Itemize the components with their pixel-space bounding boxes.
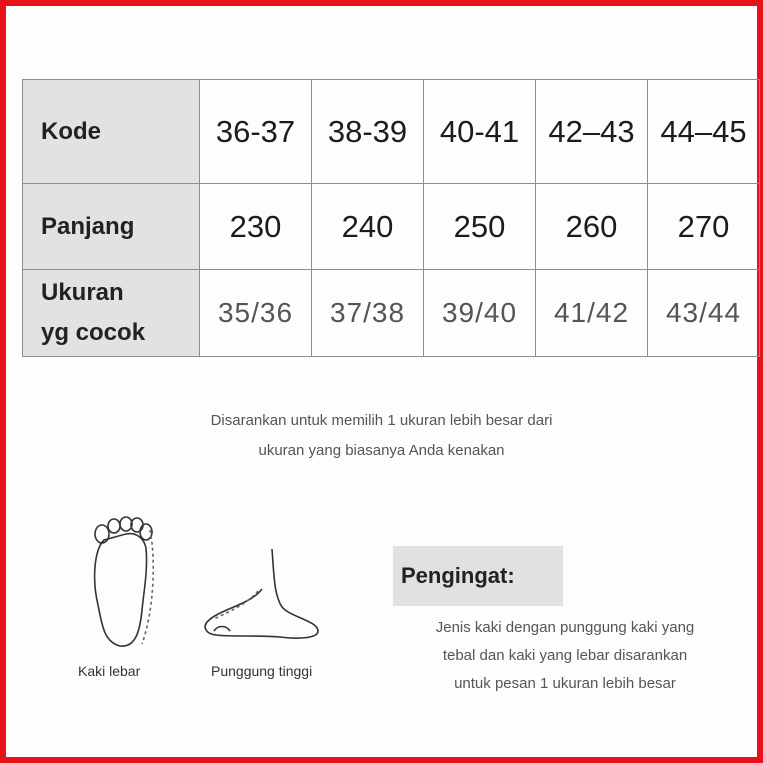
high-instep-label: Punggung tinggi [211,663,313,679]
panjang-cell: 260 [536,184,648,270]
size-advice-line1: Disarankan untuk memilih 1 ukuran lebih besar dari [210,412,553,429]
reminder-text [395,614,735,698]
panjang-cell: 230 [200,184,312,270]
row-label-ukuran-line2: yg cocok [41,319,146,346]
row-label-ukuran [23,270,200,357]
row-label-kode: Kode [23,80,200,184]
kode-cell: 42–43 [536,80,648,184]
reminder-line3: untuk pesan 1 ukuran lebih besar [454,675,676,692]
size-chart-table [22,79,760,357]
table-row-kode [23,80,760,184]
panjang-cell: 240 [312,184,424,270]
reminder-line2: tebal dan kaki yang lebar disarankan [442,647,688,664]
ukuran-cell: 43/44 [648,270,760,357]
size-advice-note [0,406,763,466]
reminder-title: Pengingat: [393,546,563,606]
kode-cell: 36-37 [200,80,312,184]
size-advice-line2: ukuran yang biasanya Anda kenakan [258,442,505,459]
ukuran-cell: 37/38 [312,270,424,357]
row-label-panjang: Panjang [23,184,200,270]
table-row-panjang [23,184,760,270]
wide-foot-icon [76,510,166,650]
kode-cell: 38-39 [312,80,424,184]
panjang-cell: 270 [648,184,760,270]
kode-cell: 40-41 [424,80,536,184]
wide-foot-label: Kaki lebar [78,663,141,679]
ukuran-cell: 35/36 [200,270,312,357]
table-row-ukuran [23,270,760,357]
ukuran-cell: 41/42 [536,270,648,357]
kode-cell: 44–45 [648,80,760,184]
ukuran-cell: 39/40 [424,270,536,357]
high-instep-foot-icon [200,545,330,645]
reminder-line1: Jenis kaki dengan punggung kaki yang [435,619,695,636]
row-label-ukuran-line1: Ukuran [41,279,124,306]
panjang-cell: 250 [424,184,536,270]
